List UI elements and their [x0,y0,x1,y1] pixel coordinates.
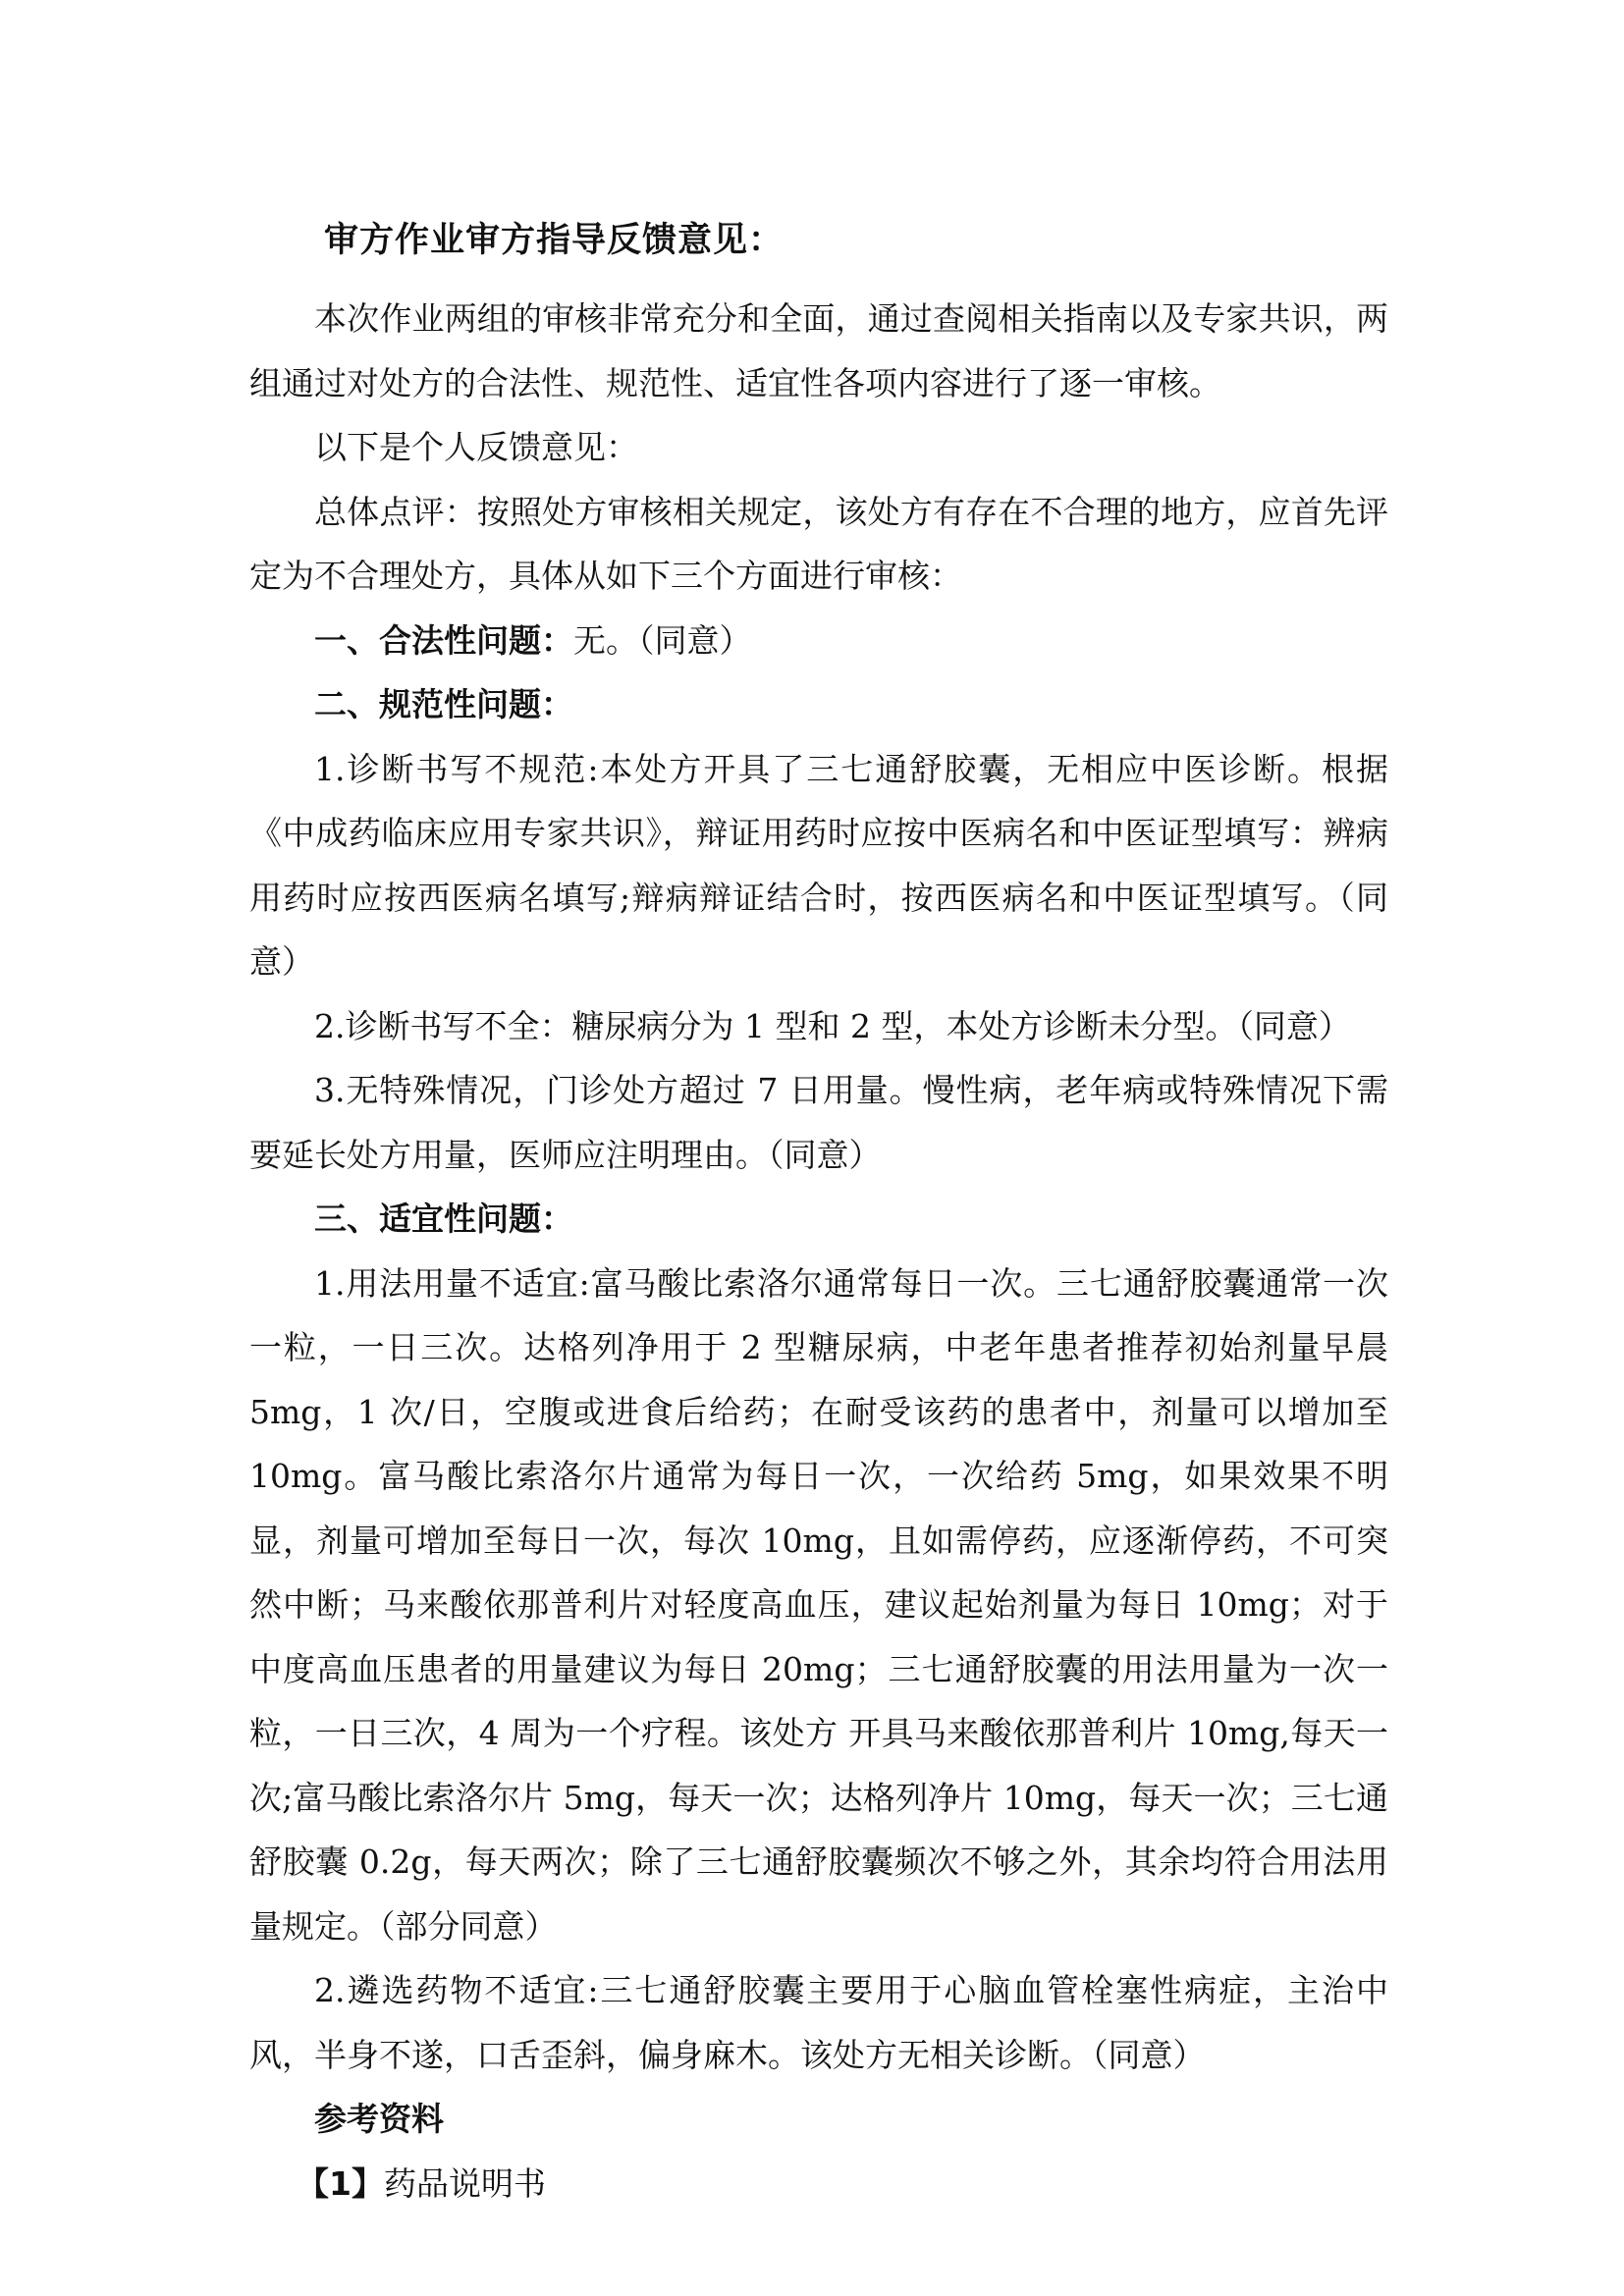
standardization-item-1: 1.诊断书写不规范:本处方开具了三七通舒胶囊，无相应中医诊断。根据《中成药临床应用专家共识》，辩证用药时应按中医病名和中医证型填写：辨病用药时应按西医病名填写;辩病辩证结合时，按西医病名和中医证型填写。（同意） [249,749,1388,981]
feedback-intro: 以下是个人反馈意见： [314,428,638,466]
section-legality [249,609,1388,673]
section-appropriateness-heading: 三、适宜性问题： [314,1200,573,1238]
section-legality-text: 无。（同意） [573,620,752,660]
section-standardization-heading: 二、规范性问题： [314,685,573,723]
document-title: 审方作业审方指导反馈意见： [324,221,785,260]
appropriateness-item-2: 2.遴选药物不适宜:三七通舒胶囊主要用于心脑血管栓塞性病症，主治中风，半身不遂，口舌歪斜，偏身麻木。该处方无相关诊断。（同意） [249,1971,1388,2074]
reference-mark: 【1】 [297,2163,384,2203]
standardization-item-3: 3.无特殊情况，门诊处方超过 7 日用量。慢性病，老年病或特殊情况下需要延长处方用量，医师应注明理由。（同意） [249,1071,1388,1174]
overall-comment: 总体点评：按照处方审核相关规定，该处方有存在不合理的地方，应首先评定为不合理处方，具体从如下三个方面进行审核： [249,492,1388,595]
references-heading: 参考资料 [314,2100,444,2138]
document-page [249,206,1388,2216]
intro-paragraph: 本次作业两组的审核非常充分和全面，通过查阅相关指南以及专家共识，两组通过对处方的合法性、规范性、适宜性各项内容进行了逐一审核。 [249,299,1388,402]
reference-item [249,2152,1388,2216]
appropriateness-item-1: 1.用法用量不适宜:富马酸比索洛尔通常每日一次。三七通舒胶囊通常一次一粒，一日三次。达格列净用于 2 型糖尿病，中老年患者推荐初始剂量早晨 5mg，1 次/日，空腹或进食后给药；在耐受该药的患者中，剂量可以增加至 10mg。富马酸比索洛尔片通常为每日一次，一次给药 5mg，如果效果不明显，剂量可增加至每日一次，每次 10mg，且如需停药，应逐渐停药，不可突然中断；马来酸依那普利片对轻度高血压，建议起始剂量为每日 10mg；对于中度高血压患者的用量建议为每日 20mg；三七通舒胶囊的用法用量为一次一粒，一日三次，4 周为一个疗程。该处方 开具马来酸依那普利片 10mg,每天一次;富马酸比索洛尔片 5mg，每天一次；达格列净片 10mg，每天一次；三七通舒胶囊 0.2g，每天两次；除了三七通舒胶囊频次不够之外，其余均符合用法用量规定。（部分同意） [249,1263,1388,1946]
standardization-item-2: 2.诊断书写不全：糖尿病分为 1 型和 2 型，本处方诊断未分型。（同意） [314,1006,1351,1045]
section-legality-heading: 一、合法性问题： [314,620,573,660]
reference-text: 药品说明书 [383,2163,546,2203]
